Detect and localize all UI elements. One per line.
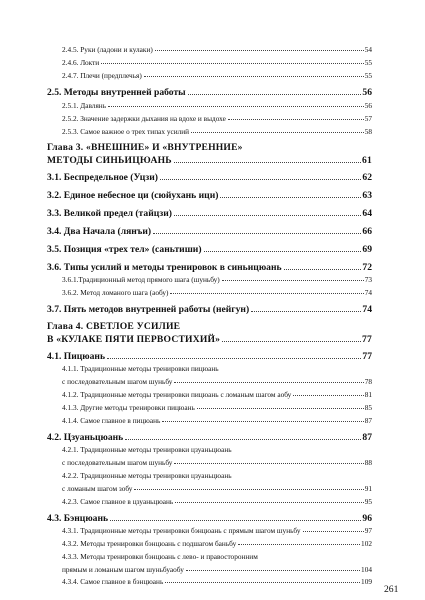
dot-leader (251, 311, 361, 312)
dot-leader (108, 106, 364, 107)
toc-entry-title: 2.5.1. Давлянь (62, 101, 107, 110)
toc-entry-page: 97 (364, 526, 372, 535)
dot-leader (174, 382, 363, 383)
toc-entry (0, 377, 425, 391)
toc-entry-page: 64 (362, 208, 372, 219)
dot-leader (125, 439, 361, 440)
toc-entry-page: 69 (362, 244, 372, 255)
toc-entry-page: 85 (364, 403, 372, 412)
toc-entry-page: 96 (362, 513, 372, 524)
toc-entry-title: 3.5. Позиция «трех тел» (саньтиши) (47, 244, 202, 255)
toc-entry-page: 63 (362, 190, 372, 201)
toc-entry-title: 4.3.2. Методы тренировки бэнцюань с подшагом баньбу (62, 539, 237, 548)
toc-entry-title: 2.5. Методы внутренней работы (47, 87, 186, 98)
toc-entry-page: 57 (364, 114, 372, 123)
toc-entry-title: 4.2. Цзуаньцюань (47, 432, 124, 443)
dot-leader (238, 544, 360, 545)
toc-entry (0, 190, 425, 204)
toc-entry (0, 87, 425, 101)
toc-entry-page: 61 (362, 155, 372, 166)
toc-entry-page: 91 (364, 484, 372, 493)
toc-entry-title: 4.3.3. Методы тренировки бэнцюань с лево- и правосторонним (62, 552, 258, 561)
dot-leader (134, 489, 363, 490)
toc-entry (0, 552, 425, 566)
toc-entry-title: 4.1.1. Традиционные методы тренировки пицюань (62, 364, 219, 373)
toc-entry-page: 109 (361, 577, 372, 586)
toc-entry (0, 172, 425, 186)
toc-entry-title: 3.6. Типы усилий и методы тренировок в синьицюань (47, 262, 282, 273)
toc-entry-title: 4.2.1. Традиционные методы тренировки цзуаньцюань (62, 445, 232, 454)
toc-entry-page: 77 (362, 351, 372, 362)
toc-entry-title: В «КУЛАКЕ ПЯТИ ПЕРВОСТИХИЙ» (47, 334, 221, 345)
toc-entry-page: 56 (362, 87, 372, 98)
toc-entry (0, 471, 425, 485)
dot-leader (188, 94, 362, 95)
toc-entry (0, 58, 425, 72)
toc-entry-page: 78 (364, 377, 372, 386)
toc-entry-page: 102 (361, 539, 372, 548)
dot-leader (303, 531, 364, 532)
dot-leader (175, 502, 363, 503)
toc-entry-page: 74 (364, 288, 372, 297)
toc-entry-page: 73 (364, 275, 372, 284)
dot-leader (222, 341, 361, 342)
toc-entry (0, 513, 425, 527)
toc-entry (0, 321, 425, 335)
toc-entry-title: МЕТОДЫ СИНЬИЦЮАНЬ (47, 155, 172, 166)
toc-entry (0, 45, 425, 59)
toc-entry (0, 155, 425, 169)
toc-entry-page: 87 (364, 416, 372, 425)
toc-entry (0, 334, 425, 348)
toc-entry-title: 4.2.2. Традиционные методы тренировки цзуаньцюань (62, 471, 232, 480)
toc-entry-title: 4.2.3. Самое главное в цзуаньцюань (62, 497, 174, 506)
dot-leader (191, 132, 364, 133)
toc-entry-page: 77 (362, 334, 372, 345)
toc-entry-page: 62 (362, 172, 372, 183)
toc-entry-title: с ломаным шагом зобу (62, 484, 133, 493)
dot-leader (284, 269, 362, 270)
toc-entry (0, 390, 425, 404)
toc-entry-page: 87 (362, 432, 372, 443)
toc-entry (0, 208, 425, 222)
toc-entry (0, 101, 425, 115)
dot-leader (220, 197, 361, 198)
toc-entry-title: 3.4. Два Начала (лянъи) (47, 226, 152, 237)
toc-entry-title: Глава 4. СВЕТЛОЕ УСИЛИЕ (47, 321, 181, 332)
toc-entry-page: 54 (364, 45, 372, 54)
toc-entry (0, 288, 425, 302)
dot-leader (170, 293, 363, 294)
dot-leader (186, 570, 360, 571)
toc-entry-title: 4.1. Пицюань (47, 351, 106, 362)
page-number: 261 (384, 584, 399, 595)
toc-entry-page: 74 (362, 304, 372, 315)
toc-entry (0, 351, 425, 365)
toc-entry (0, 497, 425, 511)
toc-entry-title: 4.1.2. Традиционные методы тренировки пицюань с ломаным шагом аобу (62, 390, 292, 399)
dot-leader (204, 251, 362, 252)
toc-entry (0, 539, 425, 553)
toc-entry (0, 403, 425, 417)
dot-leader (162, 421, 363, 422)
toc-entry (0, 445, 425, 459)
toc-entry-page: 55 (364, 71, 372, 80)
toc-entry-title: прямым и ломаным шагом шуньбуаобу (62, 565, 184, 574)
dot-leader (197, 408, 364, 409)
toc-entry-title: Глава 3. «ВНЕШНИЕ» И «ВНУТРЕННИЕ» (47, 142, 243, 153)
toc-entry (0, 71, 425, 85)
toc-entry-page: 66 (362, 226, 372, 237)
toc-entry-page: 95 (364, 497, 372, 506)
dot-leader (174, 162, 361, 163)
toc-entry-title: с последовательным шагом шуньбу (62, 458, 173, 467)
toc-entry (0, 127, 425, 141)
toc-entry-title: 3.1. Беспредельное (Уцзи) (47, 172, 158, 183)
toc-entry-title: 4.3.4. Самое главное в бэнцюань (62, 577, 164, 586)
toc-entry-page: 58 (364, 127, 372, 136)
dot-leader (107, 358, 361, 359)
toc-entry (0, 304, 425, 318)
toc-entry (0, 262, 425, 276)
toc-entry (0, 416, 425, 430)
toc-entry-title: 3.3. Великой предел (тайцзи) (47, 208, 172, 219)
toc-entry (0, 244, 425, 258)
dot-leader (222, 280, 364, 281)
toc-entry-page: 72 (362, 262, 372, 273)
toc-entry-title: 4.3. Бэнцюань (47, 513, 109, 524)
toc-entry-page: 56 (364, 101, 372, 110)
dot-leader (293, 395, 363, 396)
toc-entry-title: 4.1.4. Самое главное в пицюань (62, 416, 161, 425)
toc-entry-title: 2.5.2. Значение задержки дыхания на вдохе и выдохе (62, 114, 226, 123)
dot-leader (165, 582, 360, 583)
toc-entry (0, 364, 425, 378)
toc-entry-title: 4.1.3. Другие методы тренировки пицюань (62, 403, 195, 412)
toc-entry-title: 3.7. Пять методов внутренней работы (нейгун) (47, 304, 250, 315)
dot-leader (101, 63, 364, 64)
dot-leader (160, 179, 361, 180)
toc-entry-page: 104 (361, 565, 372, 574)
toc-entry-title: 2.5.3. Самое важное о трех типах усилий (62, 127, 190, 136)
toc-entry-title: 4.3.1. Традиционные методы тренировки бэнцюань с прямым шагом шуньбу (62, 526, 301, 535)
toc-entry-page: 55 (364, 58, 372, 67)
toc-entry-page: 88 (364, 458, 372, 467)
toc-entry (0, 226, 425, 240)
toc-entry (0, 577, 425, 591)
toc-entry-title: 2.4.7. Плечи (предплечья) (62, 71, 142, 80)
toc-entry-title: 3.6.2. Метод ломаного шага (аобу) (62, 288, 169, 297)
toc-entry-title: 3.2. Единое небесное ци (сюйухань ици) (47, 190, 219, 201)
dot-leader (174, 215, 361, 216)
toc-entry (0, 114, 425, 128)
toc-entry-page: 81 (364, 390, 372, 399)
toc-entry (0, 458, 425, 472)
toc-entry-title: с последовательным шагом шуньбу (62, 377, 173, 386)
dot-leader (228, 119, 364, 120)
dot-leader (110, 520, 361, 521)
dot-leader (144, 76, 364, 77)
dot-leader (153, 233, 361, 234)
dot-leader (174, 463, 363, 464)
toc-entry-title: 3.6.1.Традиционный метод прямого шага (шуньбу) (62, 275, 220, 284)
toc-entry-title: 2.4.5. Руки (ладони и кулаки) (62, 45, 153, 54)
toc-entry (0, 526, 425, 540)
dot-leader (155, 50, 364, 51)
toc-entry (0, 432, 425, 446)
toc-entry (0, 275, 425, 289)
toc-entry-title: 2.4.6. Локти (62, 58, 100, 67)
toc-entry (0, 142, 425, 156)
toc-entry (0, 484, 425, 498)
